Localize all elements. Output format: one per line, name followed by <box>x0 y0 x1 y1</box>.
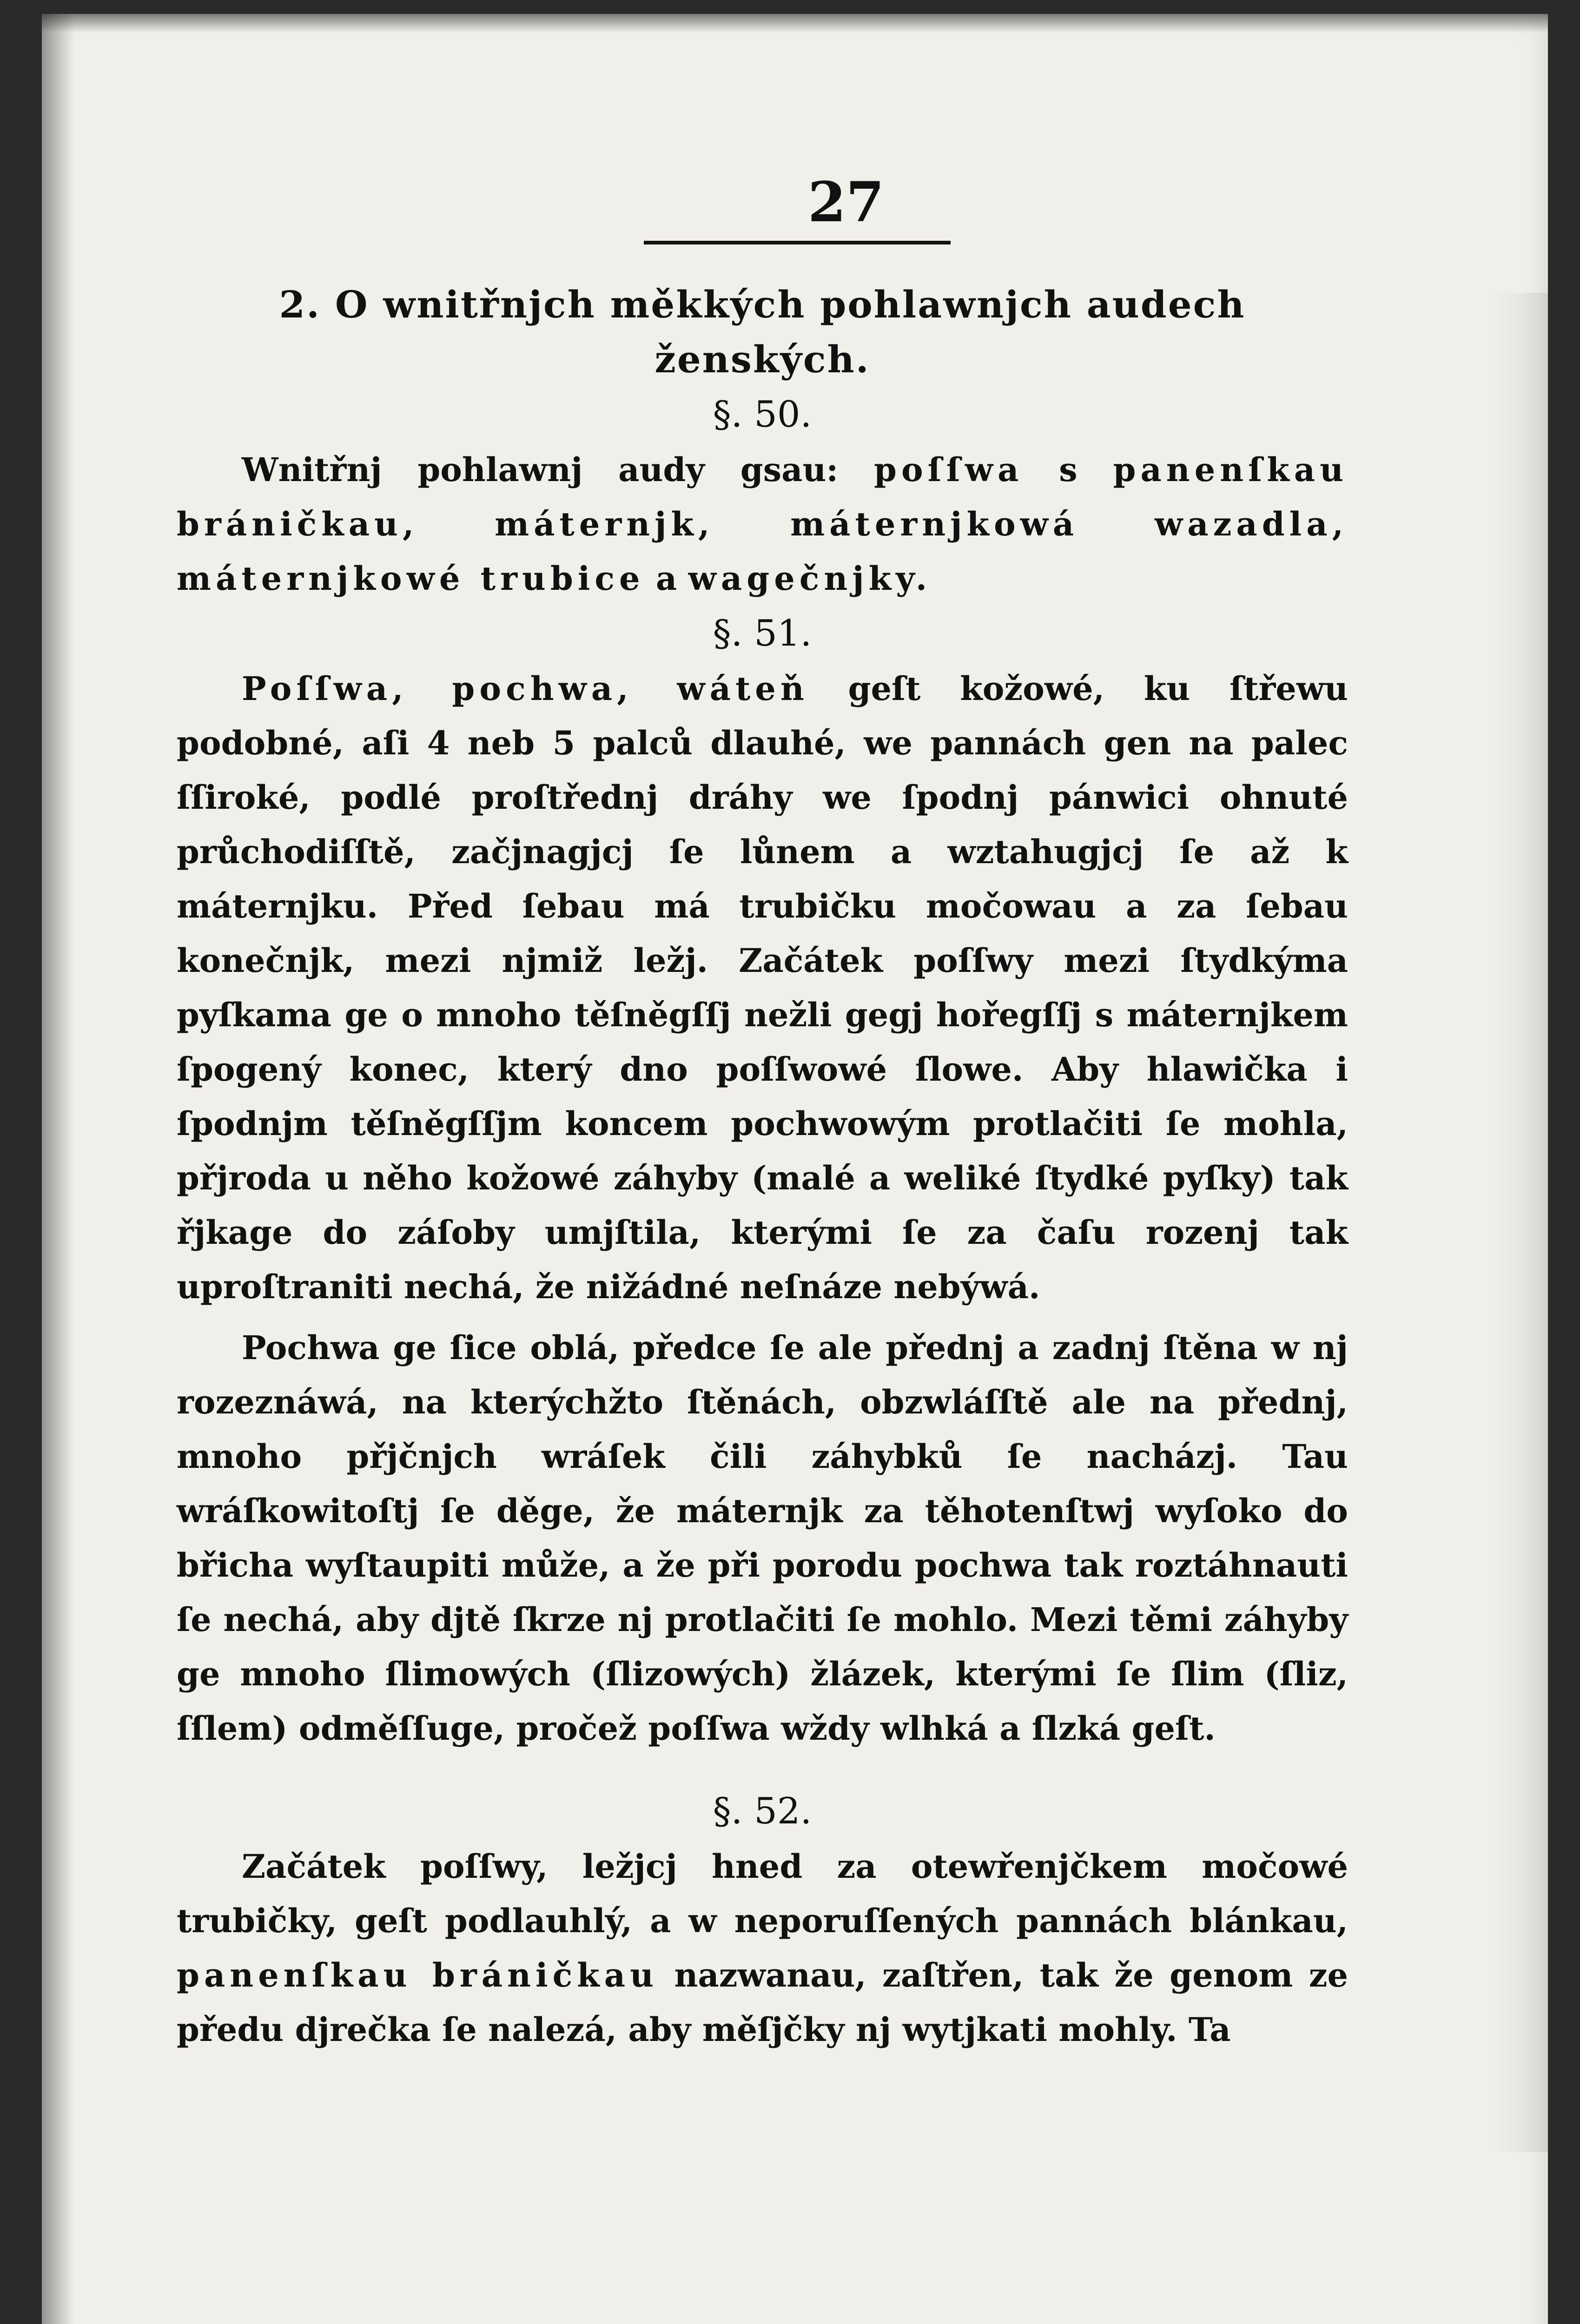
text-run: Wnitřnj pohlawnj audy gsau: <box>242 450 874 489</box>
chapter-heading-line-1: 2. O wnitřnjch měkkých pohlawnjch audech <box>279 283 1246 326</box>
spaced-term: panenſkau bráničkau, máternjk, máternjkowá wazadla, máternjkowé trubice <box>177 450 1348 598</box>
text-run: Pochwa ge ſice oblá, předce ſe ale přednj a zadnj ſtěna w nj rozeznáwá, na kterýchžto ſtěnách, obzwláſſtě ale na přednj, mnoho přjčnjch wráſek čili záhybků ſe nacházj. Tau wráſkowitoſtj ſe děge, že máternjk za těhotenſtwj wyſoko do břicha wyſtaupiti může, a že při porodu pochwa tak roztáhnauti ſe nechá, aby djtě ſkrze nj protlačiti ſe mohlo. Mezi těmi záhyby ge mnoho ſlimowých (ſlizowých) žlázek, kterými ſe ſlim (ſliz, ſſlem) odměſſuge, pročež poſſwa wždy wlhká a ſlzká geſt. <box>177 1328 1348 1748</box>
text-run: nazwanau, zaſtřen, tak že genom ze předu djrečka ſe nalezá, aby měſjčky nj wytjkati mohly. Ta <box>177 1956 1349 2049</box>
paragraph <box>177 1320 1348 1756</box>
header-rule <box>644 241 951 244</box>
page-gutter-shadow <box>42 14 74 2324</box>
section-mark: §. 51. <box>713 613 812 654</box>
text-run: a <box>644 559 688 598</box>
spaced-term: wagečnjky. <box>688 559 932 598</box>
spaced-term: Poſſwa, pochwa, wáteň <box>242 669 809 708</box>
chapter-heading <box>177 277 1348 387</box>
page-number: 27 <box>807 170 885 234</box>
text-run: s <box>1023 450 1113 489</box>
section-mark: §. 52. <box>713 1790 812 1832</box>
paragraph <box>177 1839 1348 2057</box>
page-top-shadow <box>42 14 1548 33</box>
spaced-term: panenſkau bráničkau <box>177 1956 658 1994</box>
text-run: geſt kožowé, ku ſtřewu podobné, aſi 4 neb 5 palců dlauhé, we pannách gen na palec ſſiroké, podlé proſtřednj dráhy we ſpodnj pánwici ohnuté průchodiſſtě, začjnagjcj ſe lůnem a wztahugjcj ſe až k máternjku. Před ſebau má trubičku močowau a za ſebau konečnjk, mezi njmiž ležj. Začátek poſſwy mezi ſtydkýma pyſkama ge o mnoho těſněgſſj nežli gegj hořegſſj s máternjkem ſpogený konec, který dno poſſwowé ſlowe. Aby hlawička i ſpodnjm těſněgſſjm koncem pochwowým protlačiti ſe mohla, přjroda u něho kožowé záhyby (malé a weliké ſtydké pyſky) tak řjkage do záſoby umjſtila, kterými ſe za čaſu rozenj tak uproſtraniti nechá, že nižádné neſnáze nebýwá. <box>177 669 1348 1306</box>
section-mark: §. 50. <box>713 394 812 436</box>
chapter-heading-line-2: ženských. <box>654 337 870 381</box>
paragraph <box>177 661 1348 1314</box>
book-page <box>42 14 1548 2324</box>
paragraph <box>177 442 1348 606</box>
text-run: Začátek poſſwy, ležjcj hned za otewřenjčkem močowé trubičky, geſt podlauhlý, a w neporuſſených pannách blánkau, <box>177 1847 1348 1940</box>
page-content <box>177 172 1348 2057</box>
spaced-term: poſſwa <box>874 450 1024 489</box>
sections-container <box>177 387 1348 2057</box>
page-edge-shading <box>1492 293 1548 2152</box>
